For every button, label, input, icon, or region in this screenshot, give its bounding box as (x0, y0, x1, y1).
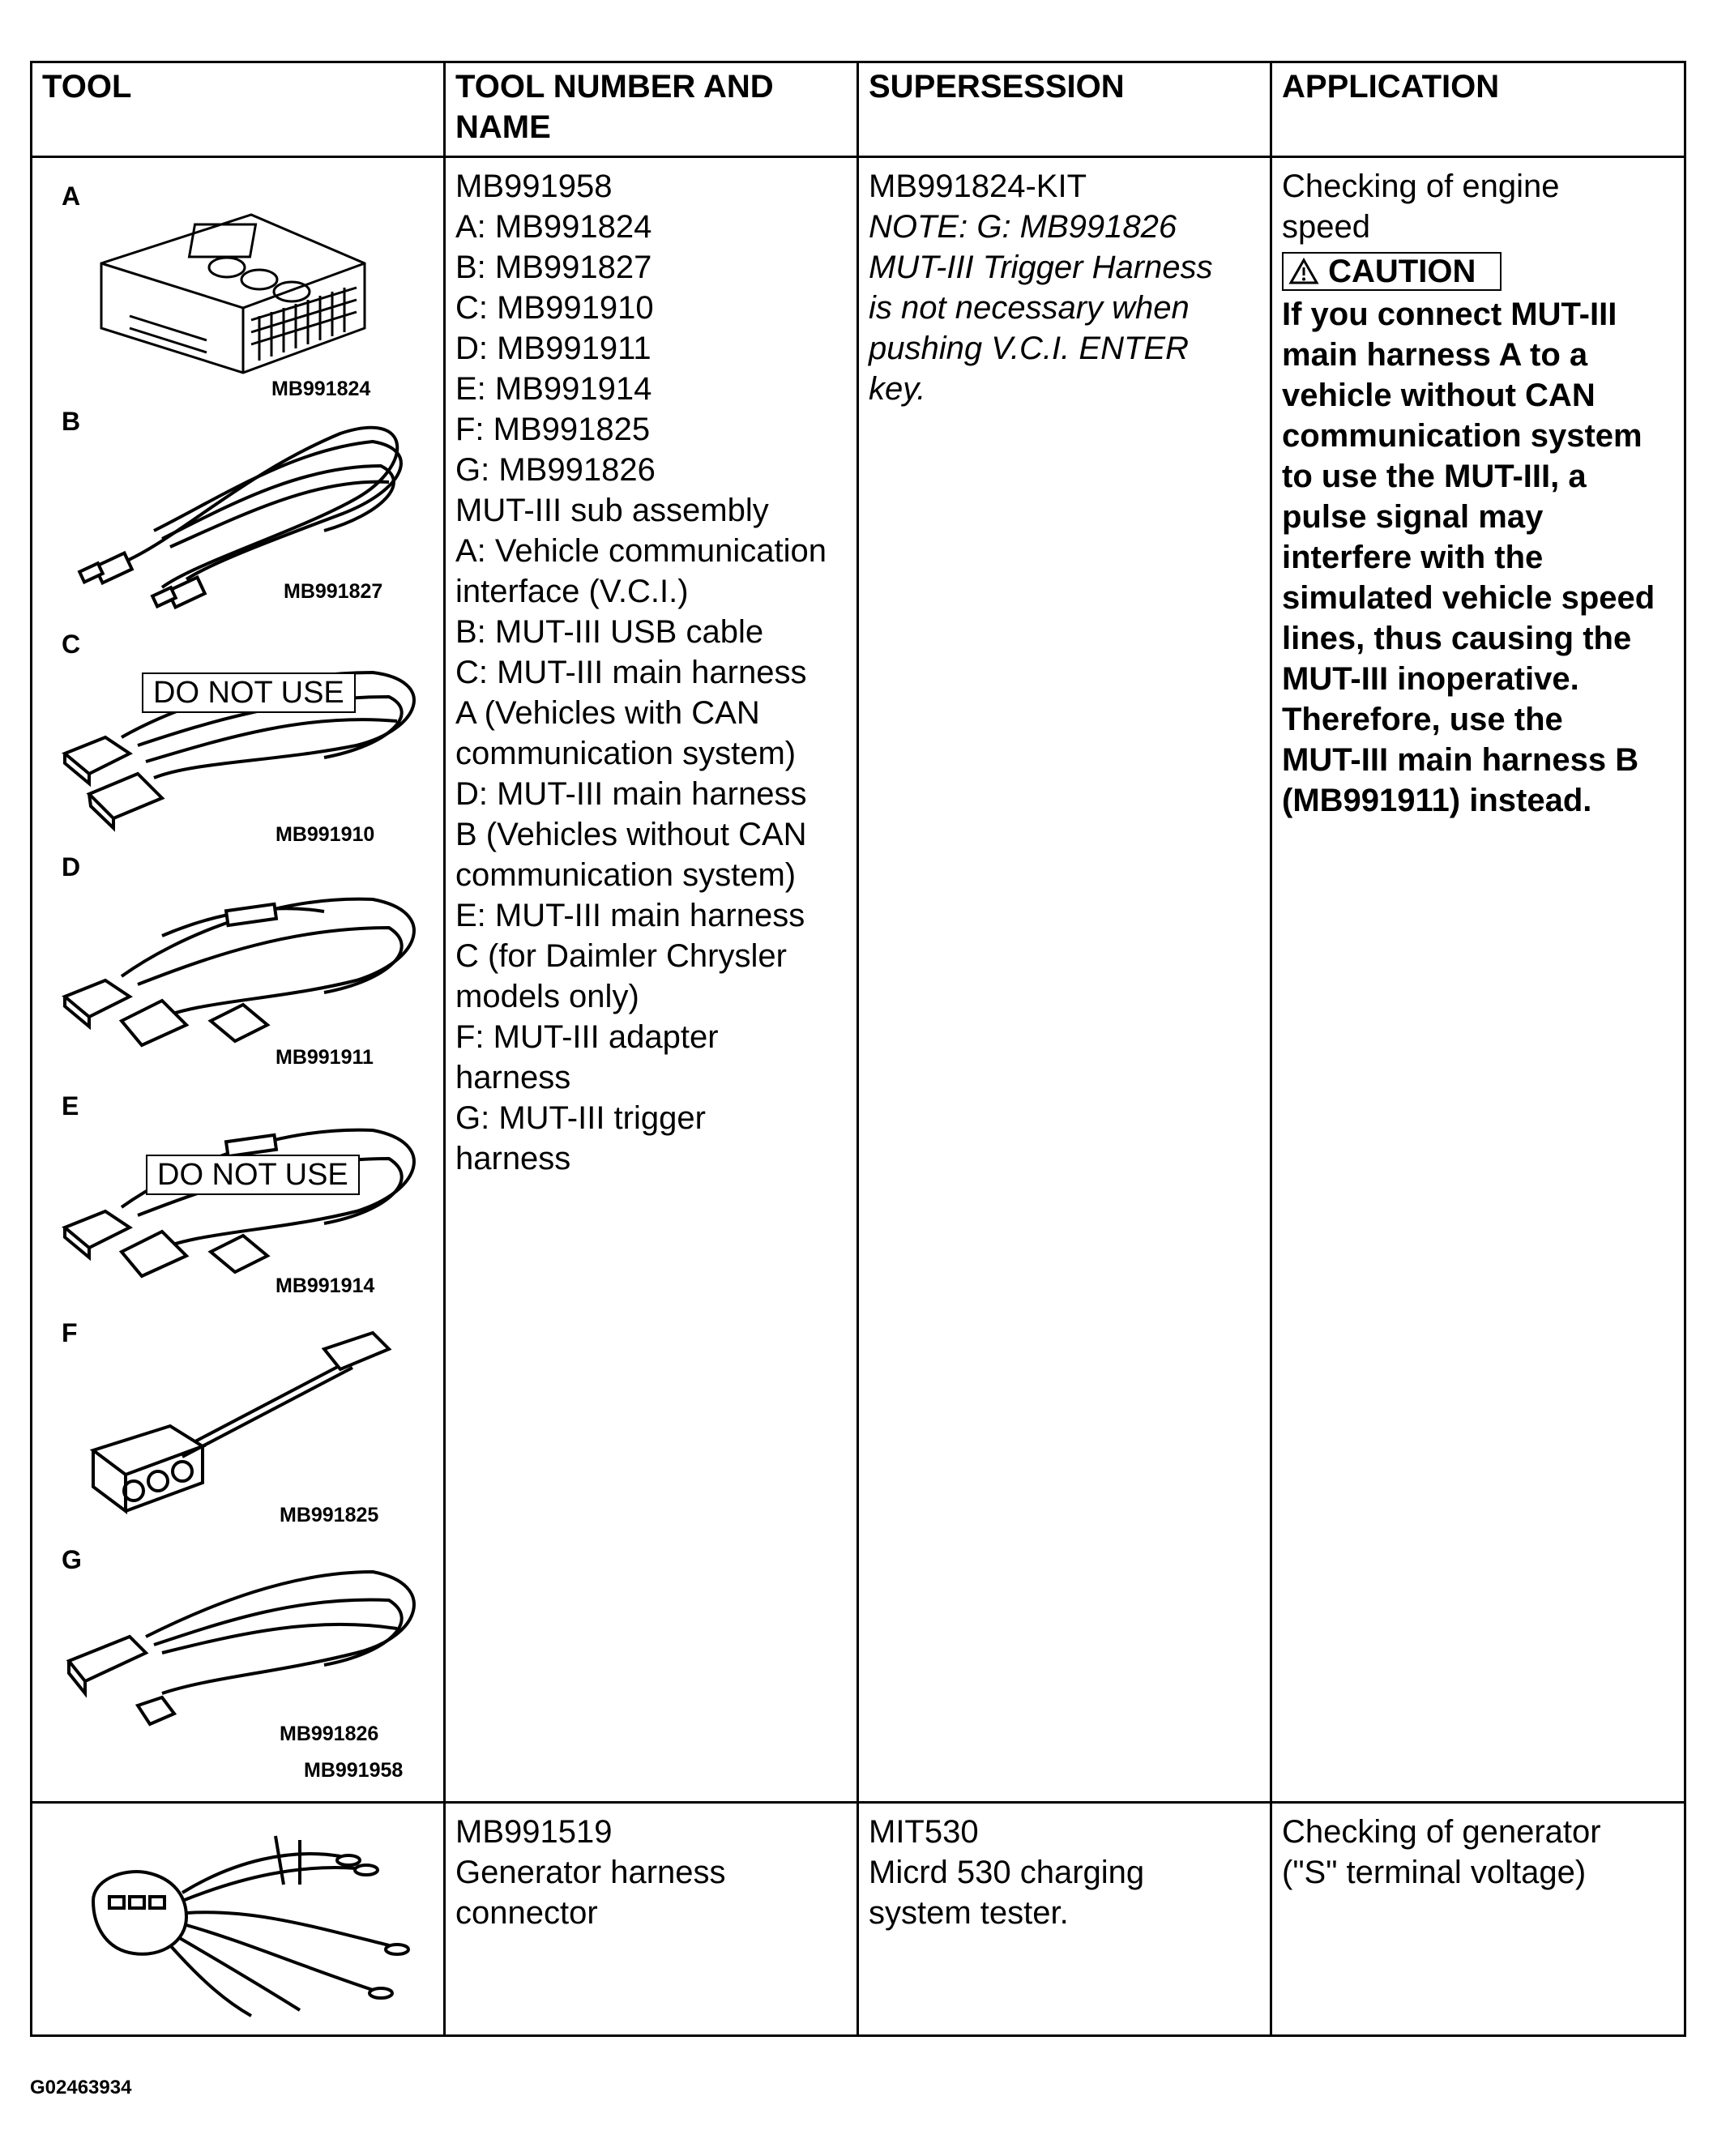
text-line: communication system) (455, 857, 797, 893)
text-line: B: MB991827 (455, 250, 652, 285)
table-row (32, 157, 1685, 1803)
supersession-cell (858, 157, 1271, 1803)
supersession-text: MB991824-KIT (869, 169, 1087, 204)
text-line: (MB991911) instead. (1282, 783, 1592, 818)
tool-code: MB991824 (271, 378, 371, 400)
text-line: D: MB991911 (455, 331, 651, 366)
text-line: A: Vehicle communication (455, 533, 827, 569)
trigger-harness-icon (32, 1539, 446, 1762)
text-line: C: MB991910 (455, 290, 654, 326)
text-line: E: MB991914 (455, 371, 652, 407)
text-line: models only) (455, 979, 639, 1014)
tool-illustrations-cell (32, 157, 445, 1803)
header-supersession: SUPERSESSION (858, 62, 1271, 157)
tool-table-sheet (30, 61, 1684, 2059)
text-line: If you connect MUT-III (1282, 297, 1617, 332)
text-line: pushing V.C.I. ENTER (869, 331, 1189, 366)
tool-item-c (32, 624, 446, 847)
text-line: G: MB991826 (455, 452, 656, 488)
tool-letter: G (62, 1545, 82, 1574)
tool-number-and-name-cell (445, 157, 858, 1803)
text-line: A (Vehicles with CAN (455, 695, 760, 731)
tool-letter: D (62, 852, 81, 882)
text-line: E: MUT-III main harness (455, 898, 805, 933)
text-line: MB991519 (455, 1814, 613, 1850)
tool-code: MB991825 (280, 1504, 379, 1526)
text-line: C: MUT-III main harness (455, 655, 807, 690)
text-line: to use the MUT-III, a (1282, 459, 1587, 494)
supersession-lines (869, 1812, 1260, 1933)
text-line: is not necessary when (869, 290, 1190, 326)
text-line: D: MUT-III main harness (455, 776, 807, 812)
text-line: NOTE: G: MB991826 (869, 209, 1177, 245)
main-harness-b-icon (32, 847, 446, 1074)
text-line: ("S" terminal voltage) (1282, 1855, 1587, 1890)
number-name-lines (455, 166, 847, 1179)
text-line: lines, thus causing the (1282, 621, 1632, 656)
text-line: A: MB991824 (455, 209, 652, 245)
vci-unit-icon (32, 158, 446, 393)
tool-letter: A (62, 181, 81, 211)
text-line: MUT-III Trigger Harness (869, 250, 1213, 285)
text-line: interface (V.C.I.) (455, 574, 689, 609)
header-tool: TOOL (32, 62, 445, 157)
tool-letter: C (62, 630, 81, 659)
text-line: G: MUT-III trigger (455, 1100, 706, 1136)
text-line: interfere with the (1282, 540, 1544, 575)
text-line: MB991958 (455, 169, 613, 204)
tool-illustrations-cell (32, 1803, 445, 2036)
text-line: MIT530 (869, 1814, 979, 1850)
text-line: speed (1282, 209, 1370, 245)
text-line: harness (455, 1141, 571, 1176)
text-line: system tester. (869, 1895, 1069, 1931)
text-line: F: MUT-III adapter (455, 1019, 719, 1055)
text-line: B (Vehicles without CAN (455, 817, 807, 852)
text-line: C (for Daimler Chrysler (455, 938, 787, 974)
tool-item-e (32, 1086, 446, 1313)
tool-code: MB991911 (276, 1046, 374, 1069)
main-harness-c-icon (32, 1086, 446, 1313)
table-row (32, 1803, 1685, 2036)
tool-item-f (32, 1313, 446, 1539)
text-line: Micrd 530 charging (869, 1855, 1145, 1890)
tool-letter: F (62, 1318, 78, 1347)
text-line: B: MUT-III USB cable (455, 614, 764, 650)
figure-id: G02463934 (30, 2077, 132, 2098)
generator-harness-connector-icon (32, 1804, 446, 2018)
warning-triangle-icon (1288, 258, 1319, 285)
text-line: communication system (1282, 418, 1643, 454)
caution-badge (1282, 252, 1502, 291)
text-line: Generator harness (455, 1855, 726, 1890)
text-line: MUT-III sub assembly (455, 493, 769, 528)
text-line: simulated vehicle speed (1282, 580, 1655, 616)
kit-code: MB991958 (304, 1759, 404, 1782)
tool-code: MB991914 (276, 1274, 375, 1297)
supersession-cell (858, 1803, 1271, 2036)
text-line: MUT-III main harness B (1282, 742, 1639, 778)
usb-cable-icon (32, 401, 446, 616)
application-lines (1282, 166, 1674, 247)
tool-item-a (32, 158, 446, 400)
application-cell (1271, 157, 1685, 1803)
do-not-use-label: DO NOT USE (142, 672, 356, 713)
text-line: main harness A to a (1282, 337, 1588, 373)
caution-text (1282, 294, 1674, 821)
special-tools-table (30, 61, 1686, 2037)
tool-code: MB991910 (276, 823, 375, 846)
text-line: MUT-III inoperative. (1282, 661, 1579, 697)
caution-label: CAUTION (1328, 254, 1476, 289)
text-line: Checking of generator (1282, 1814, 1601, 1850)
tool-item-b (32, 401, 446, 616)
tool-letter: B (62, 407, 81, 436)
text-line: harness (455, 1060, 571, 1095)
table-header-row (32, 62, 1685, 157)
tool-letter: E (62, 1091, 79, 1121)
application-lines (1282, 1812, 1674, 1893)
header-tool-number-and-name: TOOL NUMBER AND NAME (445, 62, 858, 157)
text-line: communication system) (455, 736, 797, 771)
text-line: key. (869, 371, 926, 407)
tool-code: MB991827 (284, 580, 383, 603)
header-application: APPLICATION (1271, 62, 1685, 157)
text-line: pulse signal may (1282, 499, 1544, 535)
text-line: connector (455, 1895, 598, 1931)
text-line: vehicle without CAN (1282, 378, 1596, 413)
tool-number-and-name-cell (445, 1803, 858, 2036)
text-line: Therefore, use the (1282, 702, 1563, 737)
text-line: F: MB991825 (455, 412, 651, 447)
tool-item-g (32, 1539, 446, 1782)
do-not-use-label: DO NOT USE (146, 1155, 360, 1195)
supersession-note (869, 207, 1260, 409)
text-line: Checking of engine (1282, 169, 1560, 204)
tool-item-d (32, 847, 446, 1074)
number-name-lines (455, 1812, 847, 1933)
tool-code: MB991826 (280, 1723, 379, 1745)
application-cell (1271, 1803, 1685, 2036)
adapter-harness-icon (32, 1313, 446, 1539)
main-harness-a-icon (32, 624, 446, 847)
